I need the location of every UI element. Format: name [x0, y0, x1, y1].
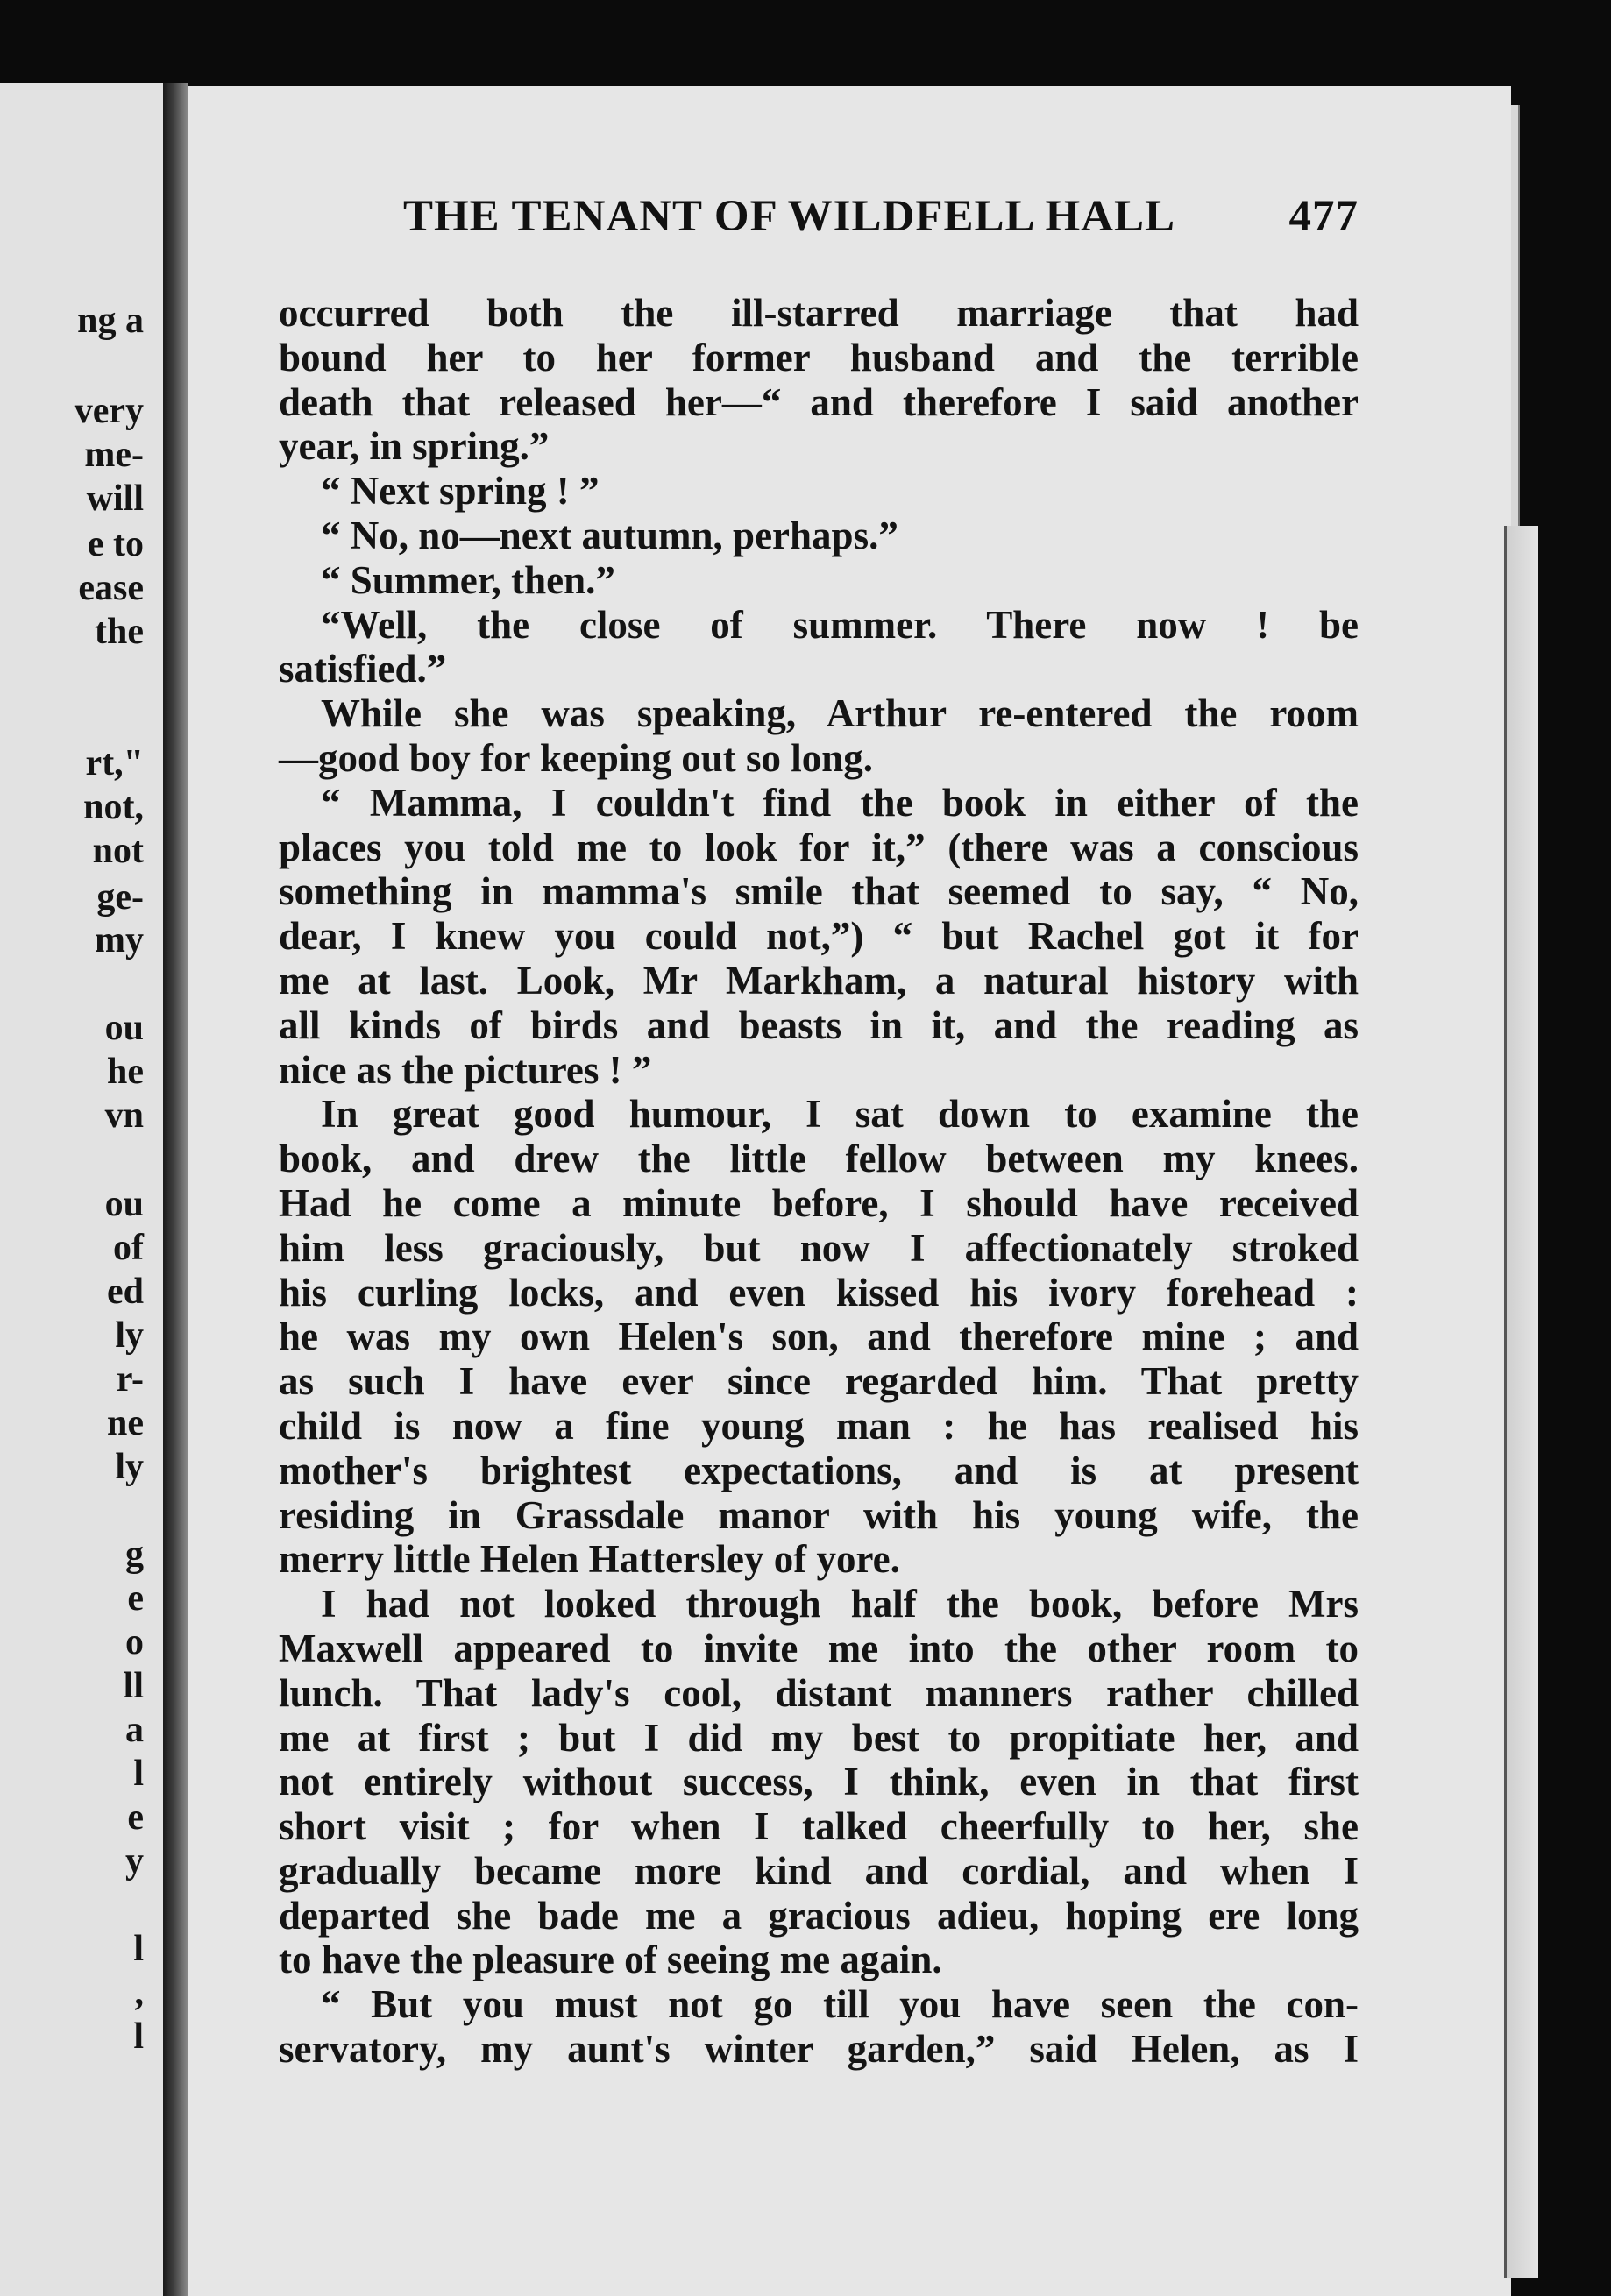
- left-page-text-fragment: e: [127, 1797, 144, 1838]
- left-page-text-fragment: of: [113, 1228, 144, 1268]
- left-page-text-fragment: vn: [104, 1095, 144, 1136]
- left-page-text-fragment: ly: [115, 1447, 144, 1487]
- left-page-text-fragment: very: [74, 391, 144, 431]
- text-line: “ Next spring ! ”: [321, 469, 600, 514]
- left-page-text-fragment: me-: [84, 435, 144, 475]
- text-line: lunch. That lady's cool, distant manners rather chilled: [279, 1670, 1359, 1715]
- text-line: dear, I knew you could not,”) “ but Rachel got it for: [279, 914, 1359, 959]
- text-line: something in mamma's smile that seemed to say, “ No,: [279, 869, 1359, 914]
- left-page-text-fragment: ll: [123, 1666, 144, 1706]
- text-line: I had not looked through half the book, before Mrs: [321, 1582, 1359, 1626]
- text-line: departed she bade me a gracious adieu, hoping ere long: [279, 1893, 1359, 1938]
- text-line: “ But you must not go till you have seen the con-: [321, 1982, 1359, 2027]
- left-page-text-fragment: a: [125, 1710, 144, 1750]
- left-page-text-fragment: ed: [107, 1272, 144, 1312]
- left-page-text-fragment: e: [127, 1578, 144, 1619]
- text-line: Had he come a minute before, I should have received: [279, 1180, 1359, 1225]
- left-page-text-fragment: e to: [87, 524, 144, 564]
- left-page-text-fragment: the: [95, 612, 144, 652]
- text-line: death that released her—“ and therefore I said another: [279, 379, 1359, 424]
- text-line: servatory, my aunt's winter garden,” said Helen, as I: [279, 2027, 1359, 2072]
- text-line: bound her to her former husband and the terrible: [279, 335, 1359, 379]
- page-number: 477: [1288, 192, 1359, 241]
- text-line: —good boy for keeping out so long.: [279, 735, 874, 780]
- text-line: satisfied.”: [279, 647, 447, 691]
- text-line: “ Mamma, I couldn't find the book in either of the: [321, 780, 1359, 825]
- left-page-text-fragment: y: [125, 1841, 144, 1881]
- running-header: [403, 192, 1359, 241]
- text-line: year, in spring.”: [279, 424, 550, 469]
- left-page-text-fragment: l: [133, 1754, 144, 1794]
- left-page-text-fragment: ease: [78, 568, 144, 608]
- text-line: occurred both the ill-starred marriage that had: [279, 291, 1359, 335]
- left-page-text-fragment: l: [133, 2016, 144, 2057]
- text-line: me at last. Look, Mr Markham, a natural history with: [279, 958, 1359, 1003]
- text-line: In great good humour, I sat down to examine the: [321, 1092, 1359, 1137]
- left-facing-page: [0, 83, 163, 2296]
- left-page-text-fragment: ou: [104, 1008, 144, 1048]
- page-edge-stack: [1504, 526, 1538, 2278]
- text-line: “ No, no—next autumn, perhaps.”: [321, 513, 898, 557]
- text-line: places you told me to look for it,” (there was a conscious: [279, 825, 1359, 869]
- book-gutter: [163, 83, 188, 2296]
- left-page-text-fragment: will: [86, 478, 144, 519]
- running-title: THE TENANT OF WILDFELL HALL: [403, 192, 1176, 241]
- text-line: to have the pleasure of seeing me again.: [279, 1938, 942, 1982]
- left-page-text-fragment: g: [125, 1534, 144, 1575]
- left-page-text-fragment: rt,": [85, 743, 144, 783]
- left-page-text-fragment: ,: [134, 1973, 144, 2013]
- left-page-text-fragment: not: [92, 831, 144, 871]
- text-line: he was my own Helen's son, and therefore mine ; and: [279, 1315, 1359, 1359]
- text-line: child is now a fine young man : he has realised his: [279, 1403, 1359, 1448]
- text-line: all kinds of birds and beasts in it, and the reading as: [279, 1003, 1359, 1047]
- text-line: merry little Helen Hattersley of yore.: [279, 1537, 900, 1582]
- left-page-text-fragment: ne: [107, 1403, 144, 1443]
- text-line: gradually became more kind and cordial, and when I: [279, 1848, 1359, 1893]
- left-page-text-fragment: not,: [83, 787, 144, 827]
- text-line: his curling locks, and even kissed his ivory forehead :: [279, 1270, 1359, 1315]
- text-line: “Well, the close of summer. There now ! be: [321, 602, 1359, 647]
- text-line: short visit ; for when I talked cheerfully to her, she: [279, 1804, 1359, 1849]
- left-page-text-fragment: ou: [104, 1184, 144, 1224]
- left-page-text-fragment: ng a: [77, 301, 144, 341]
- text-line: me at first ; but I did my best to propitiate her, and: [279, 1715, 1359, 1760]
- text-line: as such I have ever since regarded him. That pretty: [279, 1359, 1359, 1404]
- text-line: While she was speaking, Arthur re-entered the room: [321, 691, 1359, 736]
- text-line: nice as the pictures ! ”: [279, 1047, 652, 1092]
- left-page-text-fragment: l: [133, 1929, 144, 1969]
- left-page-text-fragment: ge-: [96, 877, 144, 918]
- text-line: mother's brightest expectations, and is at present: [279, 1448, 1359, 1492]
- text-line: him less graciously, but now I affectionately stroked: [279, 1225, 1359, 1270]
- left-page-text-fragment: he: [107, 1052, 144, 1092]
- body-text: [279, 291, 1359, 2072]
- left-page-text-fragment: my: [95, 920, 144, 960]
- text-line: not entirely without success, I think, even in that first: [279, 1760, 1359, 1804]
- text-line: “ Summer, then.”: [321, 557, 615, 602]
- text-line: Maxwell appeared to invite me into the other room to: [279, 1626, 1359, 1670]
- text-line: residing in Grassdale manor with his young wife, the: [279, 1492, 1359, 1537]
- text-line: book, and drew the little fellow between my knees.: [279, 1137, 1359, 1181]
- left-page-text-fragment: ly: [115, 1315, 144, 1356]
- left-page-text-fragment: o: [125, 1622, 144, 1662]
- left-page-text-fragment: r-: [116, 1359, 144, 1400]
